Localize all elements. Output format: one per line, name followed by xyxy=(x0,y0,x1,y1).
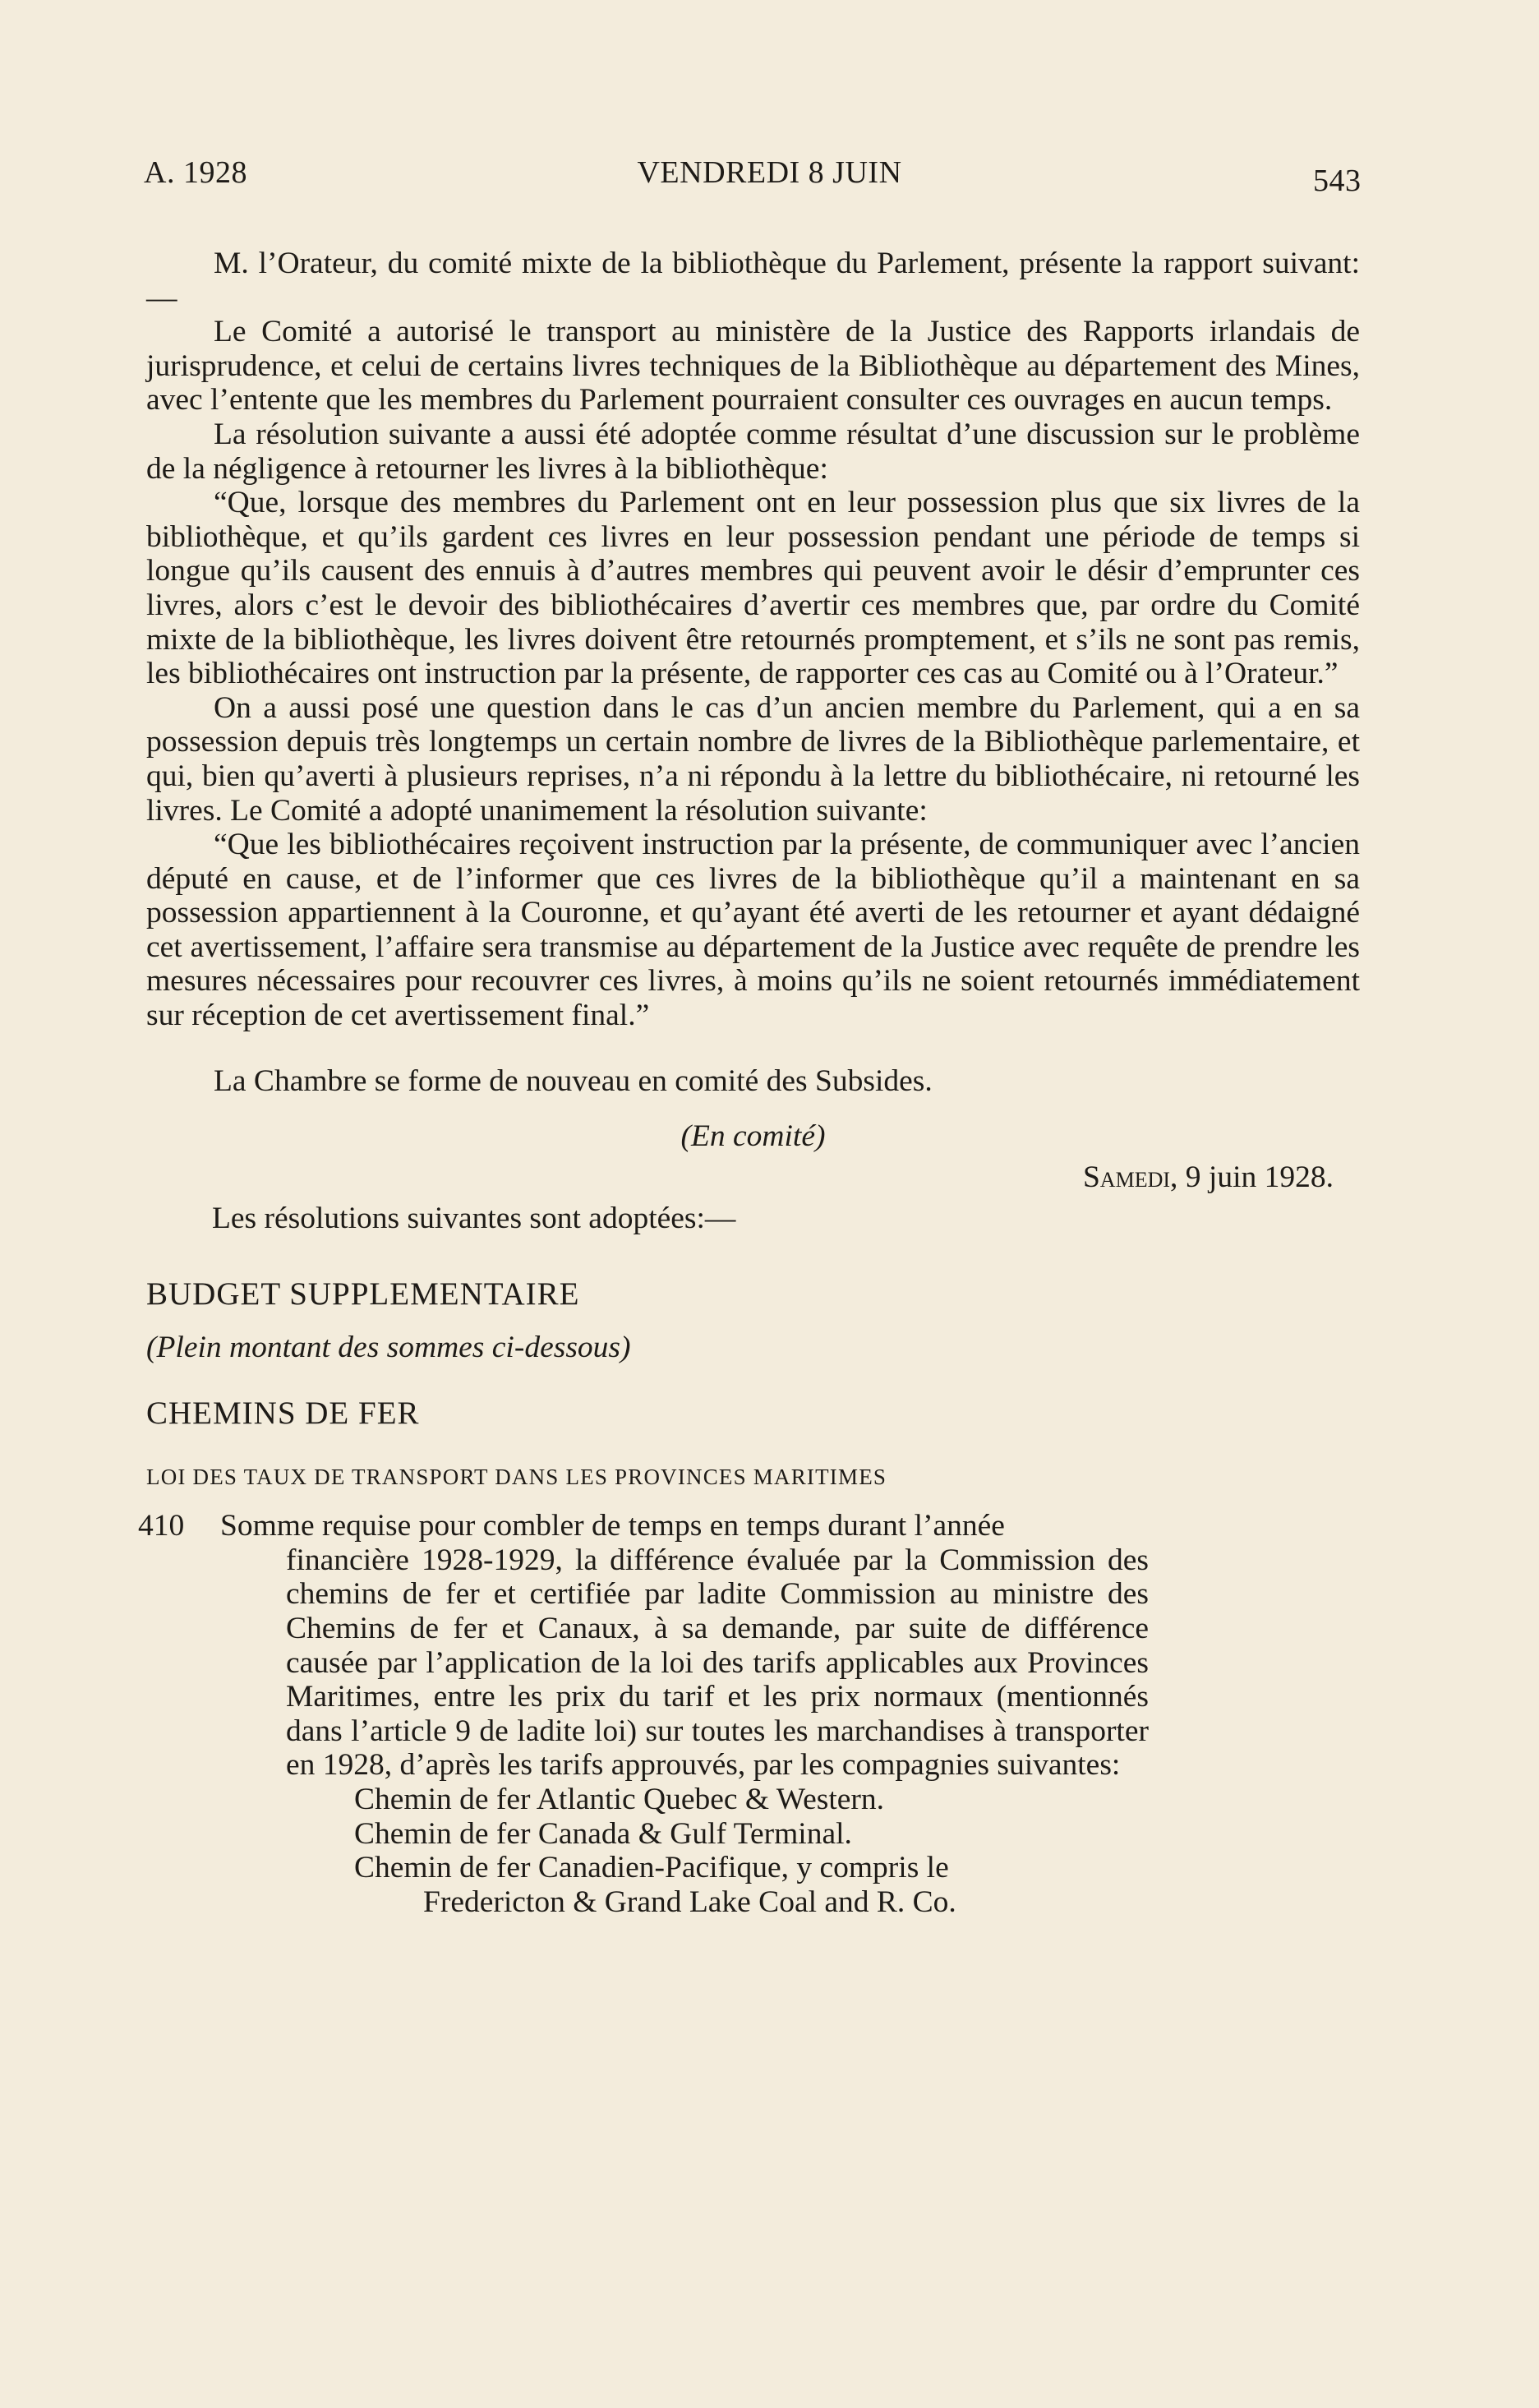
item-number: 410 xyxy=(138,1509,185,1543)
paragraph-committee-supply: La Chambre se forme de nouveau en comité des Subsides. xyxy=(214,1063,933,1098)
en-comite-label: (En comité) xyxy=(680,1119,826,1154)
company-item-continuation: Fredericton & Grand Lake Coal and R. Co. xyxy=(423,1884,956,1919)
paragraph-second-resolution: “Que les bibliothécaires reçoivent instruction par la présente, de communiquer avec l’ancien député en cause, et de l’informer que ces livres de la bibliothèque qu’il a maintenant en sa possession appartiennent à la Couronne, et qu’ayant été averti de les retourner et ayant dédaigné cet avertissement, l’affaire sera transmise au département de la Justice avec requête de prendre les mesures nécessaires pour recouvrer ces livres, à moins qu’ils ne soient retournés immédiatement sur réception de cet avertissement final.” xyxy=(146,828,1360,1033)
item-first-line: Somme requise pour combler de temps en temps durant l’année xyxy=(220,1509,1005,1543)
budget-item-410 xyxy=(138,1509,1149,1783)
sitting-date-rest: 9 juin 1928. xyxy=(1177,1160,1334,1195)
budget-subtitle: (Plein montant des sommes ci-dessous) xyxy=(146,1331,631,1365)
paragraph-report-intro: M. l’Orateur, du comité mixte de la bibliothèque du Parlement, présente la rapport suivant:— xyxy=(146,247,1360,315)
company-item: Chemin de fer Canadien-Pacifique, y compris le xyxy=(354,1851,949,1885)
resolutions-adopted: Les résolutions suivantes sont adoptées:— xyxy=(212,1202,736,1236)
paragraph-transport: Le Comité a autorisé le transport au ministère de la Justice des Rapports irlandais de jurisprudence, et celui de certains livres techniques de la Bibliothèque au département des Mines, avec l’entente que les membres du Parlement pourraient consulter ces ouvrages en aucun temps. xyxy=(146,315,1360,417)
sitting-day: Samedi, xyxy=(1082,1160,1178,1195)
paragraph-former-member: On a aussi posé une question dans le cas d’un ancien membre du Parlement, qui a en sa possession depuis très longtemps un certain nombre de livres de la Bibliothèque parlementaire, et qui, bien qu’averti à plusieurs reprises, n’a ni répondu à la lettre du bibliothécaire, ni retourné les livres. Le Comité a adopté unanimement la résolution suivante: xyxy=(146,690,1360,828)
company-item: Chemin de fer Canada & Gulf Terminal. xyxy=(354,1816,852,1851)
sitting-date xyxy=(1083,1160,1334,1195)
page-number: 543 xyxy=(1313,164,1362,198)
item-description xyxy=(220,1509,1149,1783)
paragraph-resolution-intro: La résolution suivante a aussi été adoptée comme résultat d’une discussion sur le problème de la négligence à retourner les livres à la bibliothèque: xyxy=(146,417,1360,486)
paragraph-resolution-quote: “Que, lorsque des membres du Parlement ont en leur possession plus que six livres de la bibliothèque, et qu’ils gardent ces livres en leur possession pendant une période de temps si longue qu’ils causent des ennuis à d’autres membres qui peuvent avoir le désir d’emprunter ces livres, alors c’est le devoir des bibliothécaires d’avertir ces membres que, par ordre du Comité mixte de la bibliothèque, les livres doivent être retournés promptement, et s’ils ne sont pas remis, les bibliothécaires ont instruction par la présente, de rapporter ces cas au Comité ou à l’Orateur.” xyxy=(146,486,1360,691)
header-date: VENDREDI 8 JUIN xyxy=(637,155,902,190)
document-body xyxy=(138,247,1360,1919)
company-list xyxy=(354,1783,1141,1919)
header-year: A. 1928 xyxy=(144,155,247,190)
section-title: CHEMINS DE FER xyxy=(146,1395,420,1432)
committee-header xyxy=(146,1119,1360,1198)
item-continuation: financière 1928-1929, la différence évaluée par la Commission des chemins de fer et certifiée par ladite Commission au ministre des Chemins de fer et Canaux, à sa demande, par suite de différence causée par l’application de la loi des tarifs applicables aux Provinces Maritimes, entre les prix du tarif et les prix normaux (mentionnés dans l’article 9 de ladite loi) sur toutes les marchandises à transporter en 1928, d’après les tarifs approuvés, par les compagnies suivantes: xyxy=(286,1543,1149,1783)
budget-title: BUDGET SUPPLEMENTAIRE xyxy=(146,1276,580,1312)
company-item: Chemin de fer Atlantic Quebec & Western. xyxy=(354,1782,885,1816)
subsection-title: LOI DES TAUX DE TRANSPORT DANS LES PROVINCES MARITIMES xyxy=(146,1464,887,1489)
